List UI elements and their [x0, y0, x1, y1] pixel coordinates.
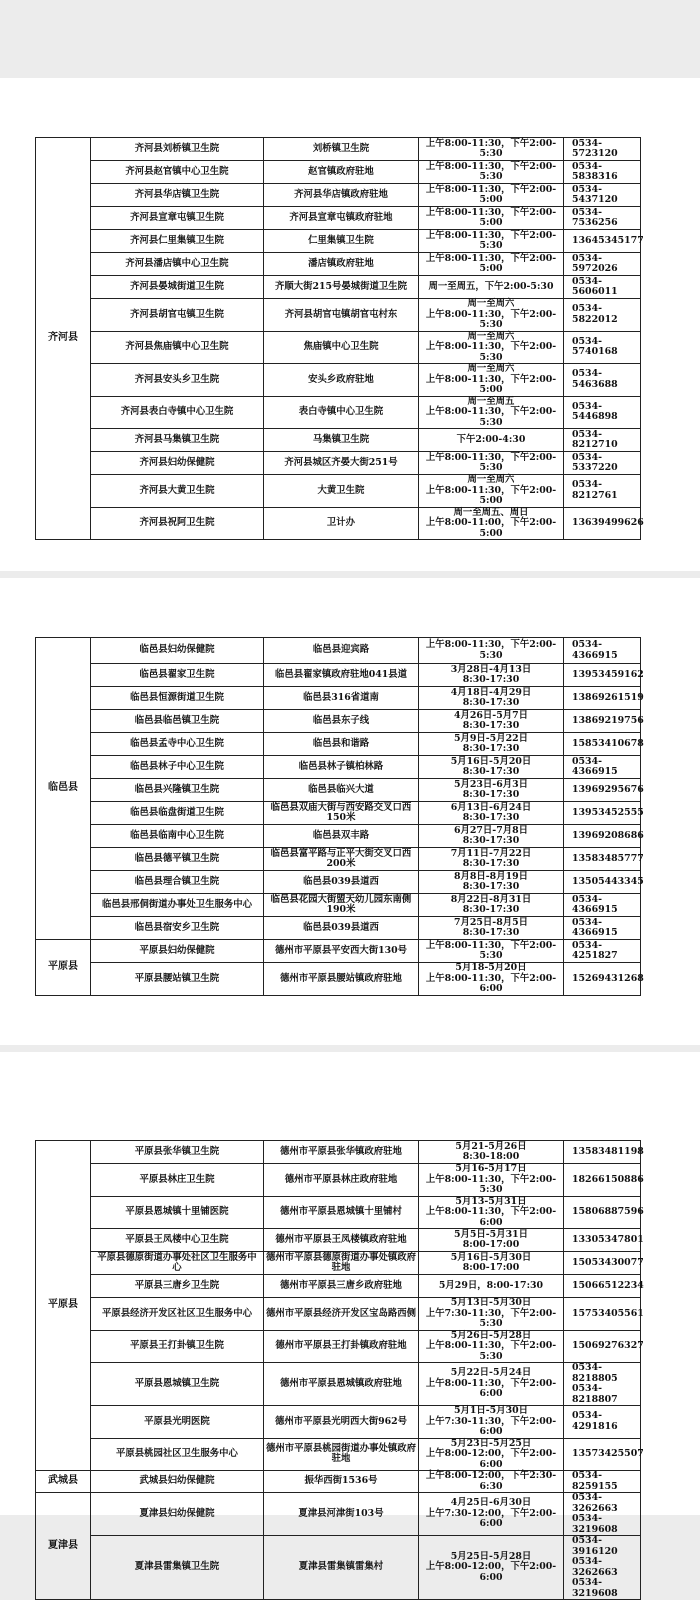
document-page-2: [0, 578, 700, 1045]
clinic-hours: 5月16日-5月30日 8:00-17:00: [419, 1252, 564, 1275]
clinic-phone: 0534-4251827: [564, 940, 641, 963]
clinic-phone: 0534-4366915: [564, 894, 641, 917]
clinic-name: 齐河县潘店镇中心卫生院: [91, 253, 264, 276]
clinic-name: 临邑县临盘街道卫生院: [91, 802, 264, 825]
clinic-address: 齐河县华店镇政府驻地: [264, 184, 419, 207]
clinic-phone: 0534-5822012: [564, 299, 641, 332]
clinic-hours: 周一至周五，下午2:00-5:30: [419, 276, 564, 299]
clinic-hours: 5月25日-5月28日 上午8:00-12:00，下午2:00-6:00: [419, 1536, 564, 1600]
clinic-hours: 周一至周六 上午8:00-11:30，下午2:00-5:30: [419, 299, 564, 332]
clinic-phone: 0534-8259155: [564, 1471, 641, 1493]
clinic-hours: 5月22日-5月24日 上午8:00-11:30，下午2:00-6:00: [419, 1363, 564, 1406]
clinic-address: 临邑县039县道西: [264, 917, 419, 940]
clinic-address: 齐顺大街215号晏城街道卫生院: [264, 276, 419, 299]
clinic-phone: 13869219756: [564, 710, 641, 733]
clinic-phone: 15753405561: [564, 1298, 641, 1331]
clinic-table-1: [35, 137, 644, 540]
clinic-name: 齐河县仁里集镇卫生院: [91, 230, 264, 253]
clinic-address: 大黄卫生院: [264, 475, 419, 508]
clinic-address: 刘桥镇卫生院: [264, 138, 419, 161]
clinic-name: 临邑县翟家卫生院: [91, 664, 264, 687]
clinic-address: 临邑县和谐路: [264, 733, 419, 756]
clinic-address: 德州市平原县恩城镇政府驻地: [264, 1363, 419, 1406]
clinic-phone: 13583485777: [564, 848, 641, 871]
clinic-phone: 0534-4366915: [564, 638, 641, 664]
clinic-hours: 上午8:00-11:30，下午2:00-5:30: [419, 452, 564, 475]
clinic-hours: 5月16-5月17日 上午8:00-11:30，下午2:00-5:30: [419, 1164, 564, 1197]
clinic-hours: 5月23日-5月25日 上午8:00-12:00，下午2:00-6:00: [419, 1438, 564, 1471]
clinic-table-3: [35, 1140, 644, 1600]
clinic-name: 平原县三唐乡卫生院: [91, 1275, 264, 1298]
clinic-name: 临邑县兴隆镇卫生院: [91, 779, 264, 802]
clinic-hours: 5月13日-5月30日 上午7:30-11:30，下午2:00-5:30: [419, 1298, 564, 1331]
clinic-phone: 0534-5838316: [564, 161, 641, 184]
clinic-name: 齐河县祝阿卫生院: [91, 507, 264, 540]
clinic-address: 临邑县翟家镇政府驻地041县道: [264, 664, 419, 687]
clinic-hours: 5月5日-5月31日 8:00-17:00: [419, 1229, 564, 1252]
clinic-name: 夏津县雷集镇卫生院: [91, 1536, 264, 1600]
clinic-phone: 0534-5723120: [564, 138, 641, 161]
clinic-phone: 0534-5337220: [564, 452, 641, 475]
clinic-phone: 13639499626: [564, 507, 641, 540]
clinic-phone: 0534-5437120: [564, 184, 641, 207]
clinic-hours: 周一至周五 上午8:00-11:30，下午2:00-5:30: [419, 396, 564, 429]
clinic-name: 齐河县宣章屯镇卫生院: [91, 207, 264, 230]
clinic-phone: 13583481198: [564, 1141, 641, 1164]
clinic-phone: 13969208686: [564, 825, 641, 848]
clinic-phone: 15806887596: [564, 1196, 641, 1229]
clinic-hours: 周一至周六 上午8:00-11:30，下午2:00-5:00: [419, 364, 564, 397]
clinic-phone: 0534-5463688: [564, 364, 641, 397]
clinic-phone: 0534-8212710: [564, 429, 641, 452]
clinic-address: 德州市平原县张华镇政府驻地: [264, 1141, 419, 1164]
clinic-phone: 15269431268: [564, 963, 641, 996]
clinic-hours: 上午8:00-11:30，下午2:00-5:00: [419, 253, 564, 276]
clinic-name: 平原县光明医院: [91, 1406, 264, 1439]
clinic-address: 德州市平原县平安西大街130号: [264, 940, 419, 963]
clinic-name: 临邑县宿安乡卫生院: [91, 917, 264, 940]
clinic-address: 临邑县双丰路: [264, 825, 419, 848]
document-page-1: [0, 78, 700, 571]
clinic-phone: 0534-4366915: [564, 917, 641, 940]
clinic-name: 临邑县临南中心卫生院: [91, 825, 264, 848]
clinic-phone: 18266150886: [564, 1164, 641, 1197]
clinic-hours: 6月27日-7月8日 8:30-17:30: [419, 825, 564, 848]
clinic-phone: 0534-4291816: [564, 1406, 641, 1439]
clinic-hours: 周一至周六 上午8:00-11:30，下午2:00-5:30: [419, 331, 564, 364]
county-cell: 齐河县: [36, 138, 91, 540]
clinic-table-2: [35, 637, 644, 996]
clinic-hours: 8月22日-8月31日 8:30-17:30: [419, 894, 564, 917]
clinic-address: 夏津县河津街103号: [264, 1493, 419, 1536]
clinic-name: 齐河县晏城街道卫生院: [91, 276, 264, 299]
clinic-name: 平原县恩城镇卫生院: [91, 1363, 264, 1406]
clinic-hours: 7月11日-7月22日 8:30-17:30: [419, 848, 564, 871]
clinic-hours: 上午8:00-11:30，下午2:00-5:30: [419, 638, 564, 664]
clinic-hours: 3月28日-4月13日 8:30-17:30: [419, 664, 564, 687]
clinic-hours: 上午8:00-11:30，下午2:00-5:30: [419, 230, 564, 253]
clinic-phone: 13969295676: [564, 779, 641, 802]
clinic-hours: 上午8:00-11:30，下午2:00-5:30: [419, 138, 564, 161]
clinic-name: 齐河县刘桥镇卫生院: [91, 138, 264, 161]
clinic-address: 仁里集镇卫生院: [264, 230, 419, 253]
clinic-name: 齐河县大黄卫生院: [91, 475, 264, 508]
clinic-hours: 周一至周六 上午8:00-11:30，下午2:00-5:00: [419, 475, 564, 508]
clinic-address: 临邑县临兴大道: [264, 779, 419, 802]
clinic-name: 平原县恩城镇十里铺医院: [91, 1196, 264, 1229]
clinic-name: 临邑县德平镇卫生院: [91, 848, 264, 871]
clinic-address: 德州市平原县三唐乡政府驻地: [264, 1275, 419, 1298]
clinic-hours: 4月18日-4月29日 8:30-17:30: [419, 687, 564, 710]
clinic-hours: 上午8:00-12:00，下午2:30-6:30: [419, 1471, 564, 1493]
clinic-phone: 13305347801: [564, 1229, 641, 1252]
clinic-address: 齐河县胡官屯镇胡官屯村东: [264, 299, 419, 332]
clinic-phone: 0534-8218805 0534-8218807: [564, 1363, 641, 1406]
clinic-name: 齐河县胡官屯镇卫生院: [91, 299, 264, 332]
clinic-name: 平原县腰站镇卫生院: [91, 963, 264, 996]
clinic-address: 临邑县富平路与正平大街交叉口西200米: [264, 848, 419, 871]
clinic-name: 齐河县赵官镇中心卫生院: [91, 161, 264, 184]
clinic-address: 德州市平原县光明西大街962号: [264, 1406, 419, 1439]
clinic-phone: 13573425507: [564, 1438, 641, 1471]
clinic-hours: 4月25日-6月30日 上午7:30-12:00，下午2:00-6:00: [419, 1493, 564, 1536]
clinic-hours: 5月13-5月31日 上午8:00-11:30，下午2:00-6:00: [419, 1196, 564, 1229]
clinic-phone: 13869261519: [564, 687, 641, 710]
clinic-address: 德州市平原县桃园街道办事处镇政府驻地: [264, 1438, 419, 1471]
clinic-address: 齐河县宣章屯镇政府驻地: [264, 207, 419, 230]
clinic-hours: 5月21-5月26日 8:30-18:00: [419, 1141, 564, 1164]
clinic-phone: 0534-5740168: [564, 331, 641, 364]
clinic-phone: 0534-5446898: [564, 396, 641, 429]
clinic-phone: 0534-5972026: [564, 253, 641, 276]
clinic-address: 临邑县花园大街盟天幼儿园东南侧190米: [264, 894, 419, 917]
clinic-address: 夏津县雷集镇雷集村: [264, 1536, 419, 1600]
clinic-hours: 6月13日-6月24日 8:30-17:30: [419, 802, 564, 825]
clinic-name: 平原县妇幼保健院: [91, 940, 264, 963]
clinic-hours: 5月29日，8:00-17:30: [419, 1275, 564, 1298]
clinic-phone: 0534-5606011: [564, 276, 641, 299]
county-cell: 武城县: [36, 1471, 91, 1493]
clinic-hours: 下午2:00-4:30: [419, 429, 564, 452]
clinic-address: 德州市平原县经济开发区宝岛路西侧: [264, 1298, 419, 1331]
clinic-hours: 7月25日-8月5日 8:30-17:30: [419, 917, 564, 940]
clinic-address: 德州市平原县林庄政府驻地: [264, 1164, 419, 1197]
clinic-address: 临邑县双庙大街与西安路交叉口西150米: [264, 802, 419, 825]
clinic-name: 临邑县林子中心卫生院: [91, 756, 264, 779]
document-page-3: [0, 1052, 700, 1599]
clinic-address: 振华西街1536号: [264, 1471, 419, 1493]
clinic-name: 武城县妇幼保健院: [91, 1471, 264, 1493]
clinic-name: 齐河县马集镇卫生院: [91, 429, 264, 452]
clinic-name: 临邑县孟寺中心卫生院: [91, 733, 264, 756]
clinic-hours: 上午8:00-11:30，下午2:00-5:00: [419, 184, 564, 207]
clinic-phone: 15066512234: [564, 1275, 641, 1298]
clinic-address: 临邑县039县道西: [264, 871, 419, 894]
clinic-phone: 13953459162: [564, 664, 641, 687]
clinic-hours: 5月1日-5月30日 上午7:30-11:30，下午2:00-6:00: [419, 1406, 564, 1439]
clinic-name: 临邑县恒源街道卫生院: [91, 687, 264, 710]
clinic-address: 表白寺镇中心卫生院: [264, 396, 419, 429]
clinic-phone: 0534-4366915: [564, 756, 641, 779]
clinic-hours: 5月26日-5月28日 上午8:00-11:30，下午2:00-5:30: [419, 1330, 564, 1363]
clinic-phone: 15069276327: [564, 1330, 641, 1363]
clinic-address: 临邑县迎宾路: [264, 638, 419, 664]
clinic-address: 临邑县316省道南: [264, 687, 419, 710]
clinic-address: 德州市平原县王打卦镇政府驻地: [264, 1330, 419, 1363]
clinic-phone: 0534-7536256: [564, 207, 641, 230]
clinic-name: 平原县桃园社区卫生服务中心: [91, 1438, 264, 1471]
clinic-phone: 15053430077: [564, 1252, 641, 1275]
clinic-hours: 上午8:00-11:30，下午2:00-5:00: [419, 207, 564, 230]
clinic-phone: 15853410678: [564, 733, 641, 756]
county-cell: 平原县: [36, 1141, 91, 1471]
clinic-phone: 0534-8212761: [564, 475, 641, 508]
clinic-name: 齐河县表白寺镇中心卫生院: [91, 396, 264, 429]
clinic-hours: 周一至周五、周日 上午8:00-11:00，下午2:00-5:00: [419, 507, 564, 540]
clinic-address: 临邑县东子线: [264, 710, 419, 733]
clinic-address: 临邑县林子镇柏林路: [264, 756, 419, 779]
clinic-address: 德州市平原县王凤楼镇政府驻地: [264, 1229, 419, 1252]
clinic-hours: 上午8:00-11:30，下午2:00-5:30: [419, 940, 564, 963]
clinic-name: 平原县德原街道办事处社区卫生服务中心: [91, 1252, 264, 1275]
clinic-phone: 13953452555: [564, 802, 641, 825]
clinic-name: 齐河县华店镇卫生院: [91, 184, 264, 207]
clinic-phone: 0534-3262663 0534-3219608: [564, 1493, 641, 1536]
clinic-address: 马集镇卫生院: [264, 429, 419, 452]
clinic-address: 卫计办: [264, 507, 419, 540]
clinic-name: 平原县王打卦镇卫生院: [91, 1330, 264, 1363]
clinic-name: 临邑县邢侗街道办事处卫生服务中心: [91, 894, 264, 917]
clinic-name: 临邑县理合镇卫生院: [91, 871, 264, 894]
clinic-hours: 4月26日-5月7日 8:30-17:30: [419, 710, 564, 733]
clinic-name: 齐河县妇幼保健院: [91, 452, 264, 475]
clinic-hours: 5月16日-5月20日 8:30-17:30: [419, 756, 564, 779]
clinic-address: 德州市平原县腰站镇政府驻地: [264, 963, 419, 996]
clinic-name: 齐河县安头乡卫生院: [91, 364, 264, 397]
clinic-name: 夏津县妇幼保健院: [91, 1493, 264, 1536]
clinic-hours: 5月9日-5月22日 8:30-17:30: [419, 733, 564, 756]
clinic-hours: 5月18-5月20日 上午8:00-11:30，下午2:00-6:00: [419, 963, 564, 996]
clinic-name: 临邑县妇幼保健院: [91, 638, 264, 664]
county-cell: 临邑县: [36, 638, 91, 940]
clinic-phone: 13505443345: [564, 871, 641, 894]
clinic-phone: 0534-3916120 0534-3262663 0534-3219608: [564, 1536, 641, 1600]
clinic-name: 平原县王凤楼中心卫生院: [91, 1229, 264, 1252]
clinic-name: 齐河县焦庙镇中心卫生院: [91, 331, 264, 364]
clinic-address: 德州市平原县恩城镇十里铺村: [264, 1196, 419, 1229]
county-cell: 夏津县: [36, 1493, 91, 1600]
clinic-name: 平原县经济开发区社区卫生服务中心: [91, 1298, 264, 1331]
clinic-hours: 5月23日-6月3日 8:30-17:30: [419, 779, 564, 802]
clinic-name: 平原县林庄卫生院: [91, 1164, 264, 1197]
clinic-address: 赵官镇政府驻地: [264, 161, 419, 184]
clinic-address: 焦庙镇中心卫生院: [264, 331, 419, 364]
clinic-name: 平原县张华镇卫生院: [91, 1141, 264, 1164]
clinic-address: 安头乡政府驻地: [264, 364, 419, 397]
clinic-address: 德州市平原县德原街道办事处镇政府驻地: [264, 1252, 419, 1275]
county-cell: 平原县: [36, 940, 91, 996]
clinic-hours: 上午8:00-11:30，下午2:00-5:30: [419, 161, 564, 184]
clinic-address: 潘店镇政府驻地: [264, 253, 419, 276]
clinic-hours: 8月8日-8月19日 8:30-17:30: [419, 871, 564, 894]
clinic-phone: 13645345177: [564, 230, 641, 253]
clinic-address: 齐河县城区齐晏大街251号: [264, 452, 419, 475]
clinic-name: 临邑县临邑镇卫生院: [91, 710, 264, 733]
